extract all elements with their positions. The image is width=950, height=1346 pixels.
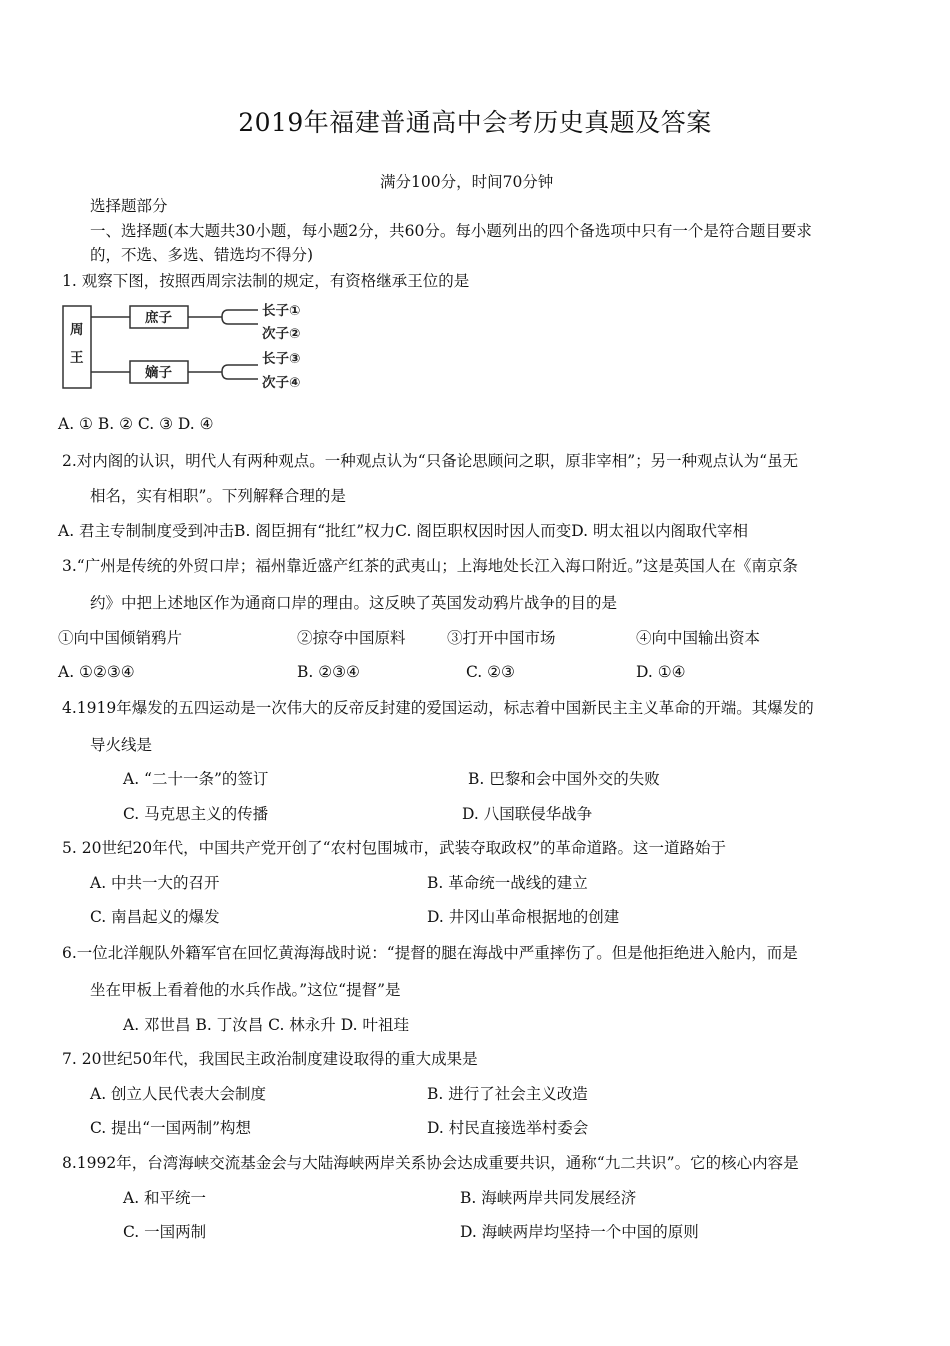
- leaf-label: 长子③: [262, 351, 301, 367]
- lineage-diagram: [62, 300, 322, 392]
- question-8-stem: 8.1992年，台湾海峡交流基金会与大陆海峡两岸关系协会达成重要共识，通称“九二共识”。它的核心内容是: [62, 1154, 799, 1172]
- question-3-item: ②掠夺中国原料: [297, 629, 406, 647]
- question-7-option-a: A. 创立人民代表大会制度: [90, 1085, 267, 1103]
- branch-label-upper: 庶子: [145, 310, 172, 326]
- question-8-option-a: A. 和平统一: [123, 1189, 207, 1207]
- instructions-line-2: 的，不选、多选、错选均不得分): [90, 246, 314, 264]
- question-1-options: A. ① B. ② C. ③ D. ④: [58, 415, 214, 433]
- question-3-option-a: A. ①②③④: [58, 663, 135, 681]
- root-label-bottom: 王: [70, 350, 84, 366]
- question-6-stem-cont: 坐在甲板上看着他的水兵作战。”这位“提督”是: [90, 981, 401, 999]
- branch-label-lower: 嫡子: [145, 365, 172, 381]
- question-3-option-c: C. ②③: [466, 663, 515, 681]
- question-6-stem: 6.一位北洋舰队外籍军官在回忆黄海海战时说：“提督的腿在海战中严重摔伤了。但是他拒绝进入舱内，而是: [62, 944, 798, 962]
- question-5-option-c: C. 南昌起义的爆发: [90, 908, 220, 926]
- question-3-option-b: B. ②③④: [297, 663, 360, 681]
- question-7-option-d: D. 村民直接选举村委会: [427, 1119, 589, 1137]
- leaf-label: 次子②: [262, 326, 301, 342]
- question-3-option-d: D. ①④: [636, 663, 686, 681]
- leaf-label: 次子④: [262, 375, 301, 391]
- question-6-options: A. 邓世昌 B. 丁汝昌 C. 林永升 D. 叶祖珪: [123, 1016, 409, 1034]
- question-4-stem: 4.1919年爆发的五四运动是一次伟大的反帝反封建的爱国运动，标志着中国新民主主义革命的开端。其爆发的: [62, 699, 814, 717]
- question-7-option-b: B. 进行了社会主义改造: [427, 1085, 588, 1103]
- question-7-option-c: C. 提出“一国两制”构想: [90, 1119, 252, 1137]
- root-label-top: 周: [70, 322, 84, 338]
- question-5-option-a: A. 中共一大的召开: [90, 874, 220, 892]
- question-8-option-d: D. 海峡两岸均坚持一个中国的原则: [460, 1223, 699, 1241]
- question-5-option-d: D. 井冈山革命根据地的创建: [427, 908, 620, 926]
- instructions-line-1: 一、选择题(本大题共30小题，每小题2分，共60分。每小题列出的四个备选项中只有一个是符合题目要求: [90, 222, 812, 240]
- question-4-option-a: A. “二十一条”的签订: [123, 770, 269, 788]
- question-4-stem-cont: 导火线是: [90, 736, 153, 754]
- page-title: 2019年福建普通高中会考历史真题及答案: [238, 108, 712, 137]
- question-2-stem-cont: 相名，实有相职”。下列解释合理的是: [90, 487, 346, 505]
- question-3-stem-cont: 约》中把上述地区作为通商口岸的理由。这反映了英国发动鸦片战争的目的是: [90, 594, 618, 612]
- question-4-option-c: C. 马克思主义的传播: [123, 805, 269, 823]
- question-8-option-b: B. 海峡两岸共同发展经济: [460, 1189, 637, 1207]
- question-5-stem: 5. 20世纪20年代，中国共产党开创了“农村包围城市，武装夺取政权”的革命道路。这一道路始于: [62, 839, 727, 857]
- question-3-stem: 3.“广州是传统的外贸口岸；福州靠近盛产红茶的武夷山；上海地处长江入海口附近。”这是英国人在《南京条: [62, 557, 798, 575]
- question-4-option-b: B. 巴黎和会中国外交的失败: [468, 770, 660, 788]
- question-5-option-b: B. 革命统一战线的建立: [427, 874, 588, 892]
- question-3-item: ④向中国输出资本: [636, 629, 761, 647]
- question-2-stem: 2.对内阁的认识，明代人有两种观点。一种观点认为“只备论思顾问之职，原非宰相”；另一种观点认为“虽无: [62, 452, 799, 470]
- leaf-label: 长子①: [262, 303, 301, 319]
- root-box: [63, 306, 91, 388]
- question-3-item: ①向中国倾销鸦片: [58, 629, 183, 647]
- question-4-option-d: D. 八国联侵华战争: [462, 805, 593, 823]
- section-heading: 选择题部分: [90, 197, 168, 215]
- exam-info: 满分100分，时间70分钟: [380, 173, 554, 191]
- question-8-option-c: C. 一国两制: [123, 1223, 207, 1241]
- question-1-stem: 1. 观察下图，按照西周宗法制的规定，有资格继承王位的是: [62, 272, 470, 290]
- question-2-options: A. 君主专制制度受到冲击B. 阁臣拥有“批红”权力C. 阁臣职权因时因人而变D. 明太祖以内阁取代宰相: [58, 522, 749, 540]
- question-7-stem: 7. 20世纪50年代，我国民主政治制度建设取得的重大成果是: [62, 1050, 478, 1068]
- question-3-item: ③打开中国市场: [447, 629, 556, 647]
